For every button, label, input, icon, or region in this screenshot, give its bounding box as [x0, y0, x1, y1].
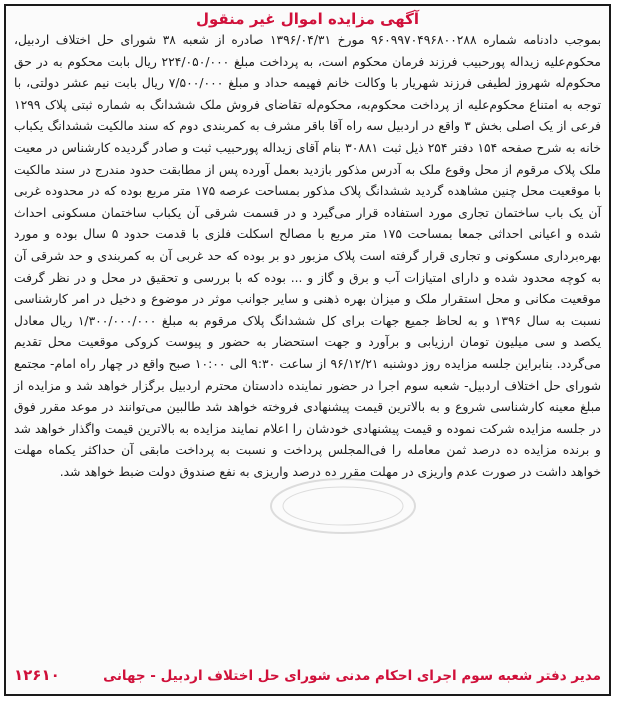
notice-title: آگهی مزایده اموال غیر منقول [195, 10, 420, 28]
watermark-stamp [268, 476, 418, 536]
notice-signature: مدیر دفتر شعبه سوم اجرای احکام مدنی شورای حل اختلاف اردبیل - جهانی [103, 668, 601, 684]
notice-footer [14, 666, 601, 684]
notice-code: ۱۲۶۱۰ [14, 666, 60, 684]
notice-body: بموجب دادنامه شماره ۹۶۰۹۹۷۰۴۹۶۸۰۰۲۸۸ مورخ ۱۳۹۶/۰۴/۳۱ صادره از شعبه ۳۸ شورای حل اختلاف اردبیل، محکوم‌علیه زیداله پورحبیب فرزند فرمان محکوم است، به پرداخت مبلغ ۲۲۴/۰۵۰/۰۰۰ ریال بابت محکوم به در حق محکوم‌له شهروز لطیفی فرزند شهریار با وکالت خانم فهیمه حداد و مبلغ ۷/۵۰۰/۰۰۰ ریال بابت نیم عشر دولتی، با توجه به امتناع محکوم‌علیه از پرداخت محکوم‌به، محکوم‌له تقاضای فروش ملک ششدانگ به شماره ثبتی پلاک ۱۲۹۹ فرعی از یک اصلی بخش ۳ واقع در اردبیل سه راه آقا باقر مشرف به کمربندی دوم که سند مالکیت ششدانگ یکباب خانه به شرح صفحه ۱۵۴ دفتر ۲۵۴ ذیل ثبت ۳۰۸۸۱ بنام آقای زیداله پورحبیب ثبت و صادر گردیده کارشناس در معیت ملک پلاک مرقوم از محل وقوع ملک به آدرس مذکور بازدید بعمل آورده پس از مطابقت حدود مندرج در سند مالکیت با موقعیت محل چنین مشاهده گردید ششدانگ پلاک مذکور بمساحت عرصه ۱۷۵ متر مربع بوده که در محدوده غربی آن یک باب ساختمان تجاری مورد استفاده قرار می‌گیرد و در قسمت شرقی آن یکباب ساختمان مسکونی احداث شده و اعیانی احداثی جمعا بمساحت ۱۷۵ متر مربع با مصالح اسکلت فلزی با قدمت حدود ۵ سال بوده و مورد بهره‌برداری مسکونی و تجاری قرار گرفته است پلاک مزبور دو بر بوده که حد غربی آن به کمربندی و حد شرقی آن به کوچه محدود شده و دارای امتیازات آب و برق و گاز و ... بوده که با بررسی و تحقیق در محل و در نظر گرفت موقعیت مکانی و محل استقرار ملک و میزان بهره ذهنی و سایر جوانب موثر در موضوع و دخیل در امر کارشناسی نسبت به سال ۱۳۹۶ و به لحاظ جمیع جهات برای کل ششدانگ پلاک مرقوم به مبلغ ۱/۳۰۰/۰۰۰/۰۰۰ ریال معادل یکصد و سی میلیون تومان ارزیابی و برآورد و جهت استحضار به حضور و پیوست کروکی موقعیت محل تقدیم می‌گردد. بنابراین جلسه مزایده روز دوشنبه ۹۶/۱۲/۲۱ از ساعت ۹:۳۰ الی ۱۰:۰۰ صبح واقع در چهار راه امام- مجتمع شورای حل اختلاف اردبیل- شعبه سوم اجرا در حضور نماینده دادستان محترم اردبیل برگزار خواهد شد و مزایده از مبلغ معینه کارشناسی شروع و به بالاترین قیمت پیشنهادی فروخته خواهد شد طالبین می‌توانند در موعد مقرر فوق در جلسه مزایده شرکت نموده و قیمت پیشنهادی خودشان را اعلام نمایند مزایده به بالاترین قیمت واگذار خواهد شد و برنده مزایده ده درصد ثمن معامله را فی‌المجلس پرداخت و نسبت به پرداخت مابقی آن حداکثر یکماه مهلت خواهد داشت در صورت عدم واریزی در مهلت مقرر ده درصد واریزی به نفع صندوق دولت ضبط خواهد شد. [14, 33, 602, 479]
auction-notice [4, 4, 611, 696]
